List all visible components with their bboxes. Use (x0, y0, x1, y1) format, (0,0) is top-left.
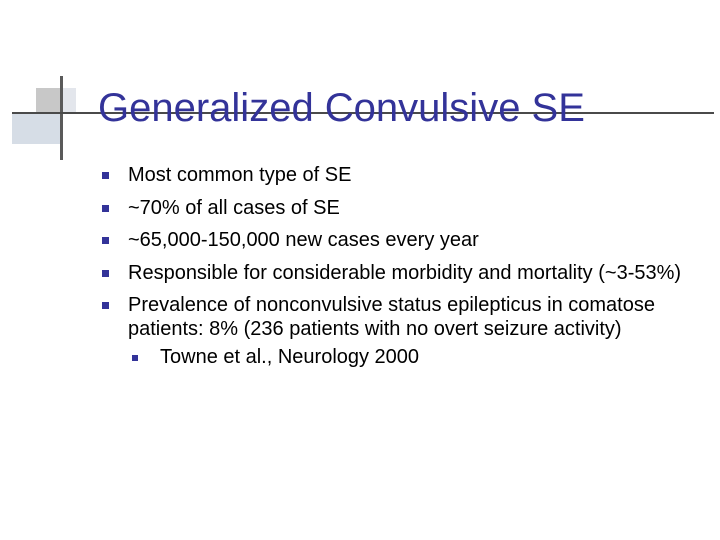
bullet-item (98, 164, 698, 188)
square-bullet-icon (102, 302, 109, 309)
bullet-item (98, 262, 698, 286)
decorative-vertical-line (60, 76, 63, 160)
decorative-square (12, 114, 62, 144)
square-bullet-icon (102, 270, 109, 277)
bullet-text: Prevalence of nonconvulsive status epilepticus in comatose patients: 8% (236 patients with no overt seizure activity) (128, 294, 655, 340)
bullet-text: Responsible for considerable morbidity and mortality (~3-53%) (128, 261, 682, 284)
citation-text: Towne et al., Neurology 2000 (160, 346, 420, 368)
bullet-item (98, 229, 698, 253)
bullet-text: ~70% of all cases of SE (128, 196, 340, 219)
bullet-item (98, 197, 698, 221)
square-bullet-icon (102, 172, 109, 179)
bullet-item (98, 294, 698, 370)
sub-bullet-item (128, 346, 698, 370)
bullet-text: Most common type of SE (128, 164, 352, 186)
slide-title: Generalized Convulsive SE (98, 86, 585, 130)
square-bullet-icon (102, 205, 109, 212)
decorative-square (36, 88, 62, 114)
square-bullet-icon (132, 355, 138, 361)
sub-bullet-list (128, 346, 698, 370)
bullet-list (98, 164, 698, 379)
bullet-text: ~65,000-150,000 new cases every year (128, 229, 479, 251)
square-bullet-icon (102, 237, 109, 244)
decorative-square (62, 88, 76, 114)
